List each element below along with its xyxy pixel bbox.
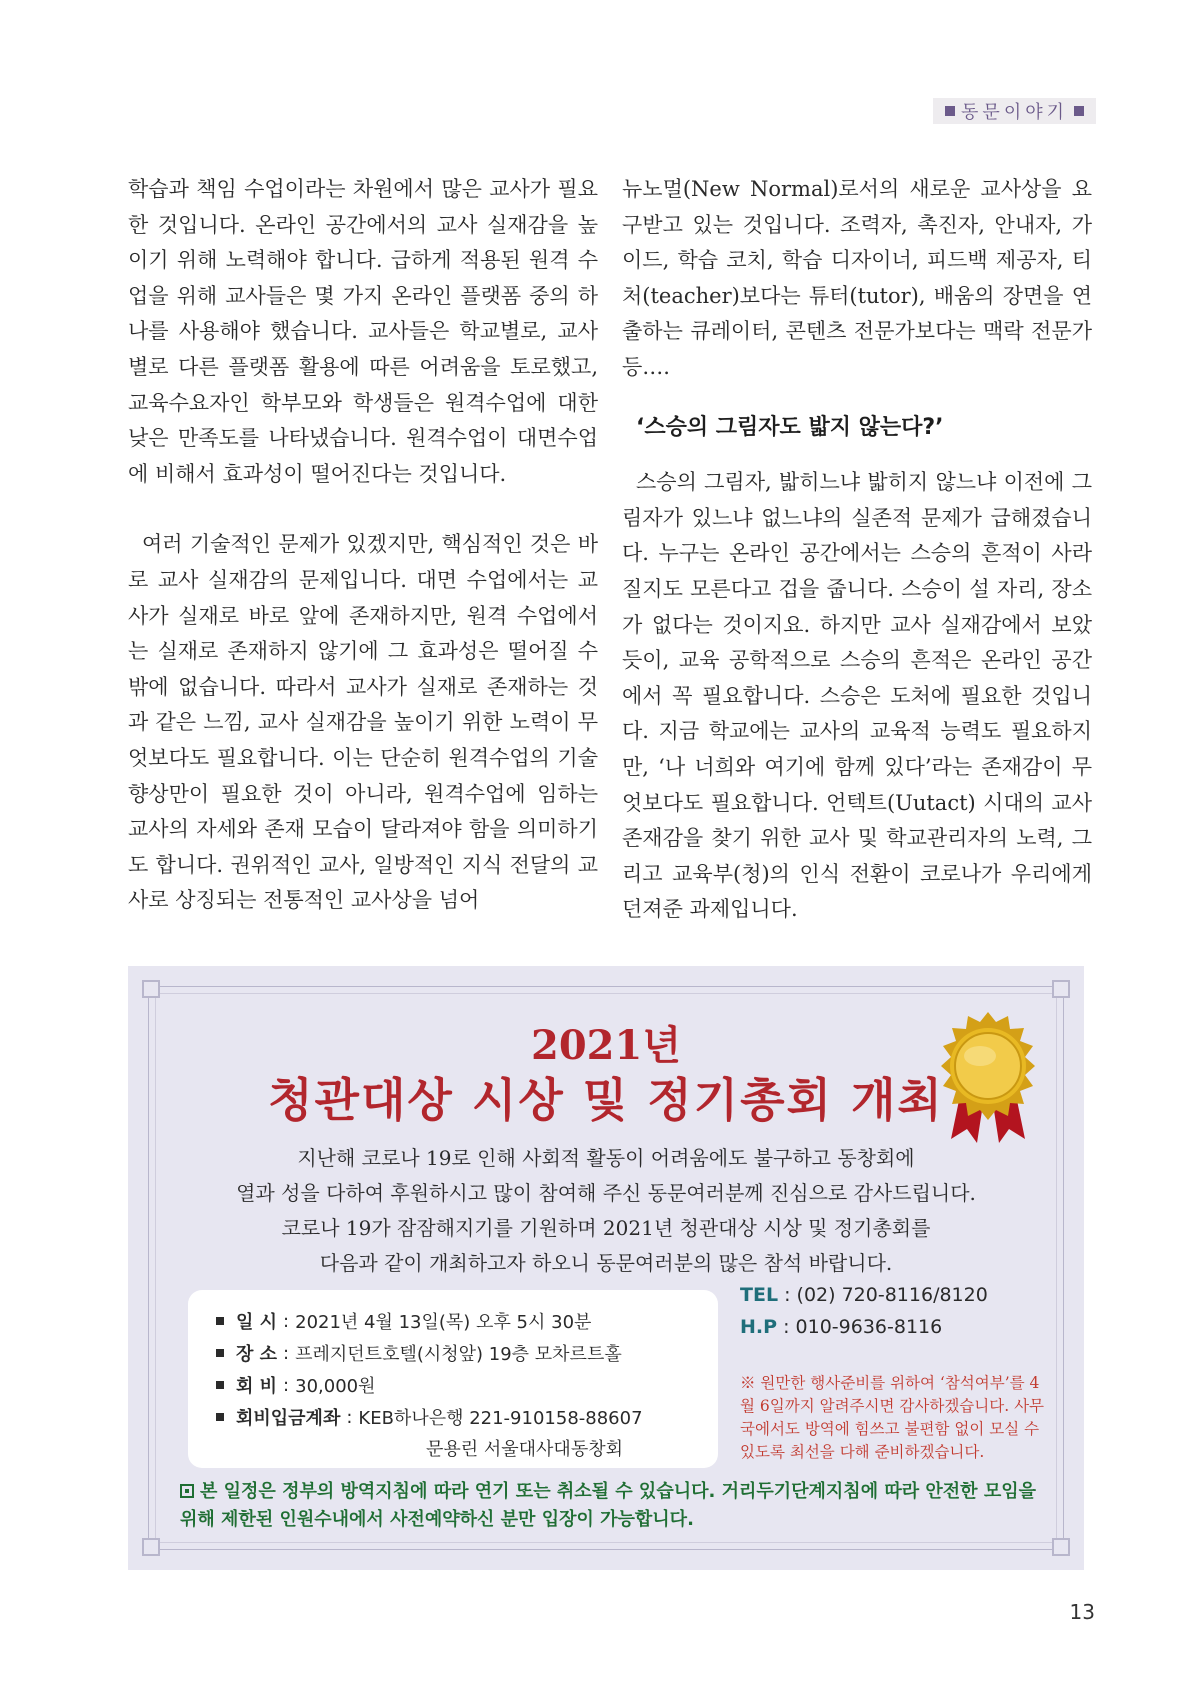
place-row: [216, 1340, 622, 1366]
colon: :: [783, 1316, 796, 1338]
notice-intro: [128, 1141, 1084, 1281]
notice-title: 청관대상 시상 및 정기총회 개최: [268, 1073, 944, 1127]
square-bullet-icon: [945, 106, 955, 116]
fee-row: [216, 1372, 376, 1398]
place-label: 장 소: [236, 1344, 278, 1365]
paragraph: 학습과 책임 수업이라는 차원에서 많은 교사가 필요한 것입니다. 온라인 공간에서의 교사 실재감을 높이기 위해 노력해야 합니다. 급하게 적용된 원격 수업을 위해 교사들은 몇 가지 온라인 플랫폼 중의 하나를 사용해야 했습니다. 교사들은 학교별로, 교사별로 다른 플랫폼 활용에 따른 어려움을 토로했고, 교육수요자인 학부모와 학생들은 원격수업에 대한 낮은 만족도를 나타냈습니다. 원격수업이 대면수업에 비해서 효과성이 떨어진다는 것입니다.: [128, 177, 598, 486]
frame-corner-ornament: [1052, 980, 1070, 998]
fee-label: 회 비: [236, 1376, 278, 1397]
date-value: 2021년 4월 13일(목) 오후 5시 30분: [295, 1312, 592, 1333]
fee-value: 30,000원: [295, 1376, 376, 1397]
colon: :: [283, 1310, 290, 1332]
paragraph: 여러 기술적인 문제가 있겠지만, 핵심적인 것은 바로 교사 실재감의 문제입니다. 대면 수업에서는 교사가 실재로 바로 앞에 존재하지만, 원격 수업에서는 실재로 존재하지 않기에 그 효과성은 떨어질 수밖에 없습니다. 따라서 교사가 실재로 존재하는 것과 같은 느낌, 교사 실재감을 높이기 위한 노력이 무엇보다도 필요합니다. 이는 단순히 원격수업의 기술 향상만이 필요한 것이 아니라, 원격수업에 임하는 교사의 자세와 존재 모습이 달라져야 함을 의미하기도 합니다. 권위적인 교사, 일방적인 지식 전달의 교사로 상징되는 전통적인 교사상을 넘어: [128, 532, 598, 913]
intro-line: 열과 성을 다하여 후원하시고 많이 참여해 주신 동문여러분께 진심으로 감사드립니다.: [236, 1181, 976, 1205]
schedule-note: [180, 1478, 1040, 1534]
colon: :: [283, 1342, 290, 1364]
hp-label: H.P: [740, 1316, 778, 1338]
subheading: ‘스승의 그림자도 밟지 않는다?’: [636, 414, 944, 440]
notice-year: 2021년: [531, 1022, 681, 1069]
event-notice-box: [128, 966, 1084, 1570]
event-details-box: [188, 1290, 718, 1468]
square-bullet-icon: [216, 1413, 224, 1421]
square-bullet-icon: [1074, 106, 1084, 116]
account-holder: 문용린 서울대사대동창회: [426, 1439, 623, 1460]
left-column: [128, 172, 598, 919]
paragraph: 뉴노멀(New Normal)로서의 새로운 교사상을 요구받고 있는 것입니다. 조력자, 촉진자, 안내자, 가이드, 학습 코치, 학습 디자이너, 피드백 제공자, 티처(teacher)보다는 튜터(tutor), 배움의 장면을 연출하는 큐레이터, 콘텐츠 전문가보다는 맥락 전문가 등….: [622, 177, 1092, 379]
colon: :: [784, 1284, 797, 1306]
tel-contact: [740, 1284, 988, 1306]
square-bullet-icon: [216, 1349, 224, 1357]
right-column: [622, 172, 1092, 928]
page-number: 13: [1069, 1600, 1095, 1624]
account-label: 회비입금계좌: [236, 1408, 341, 1429]
account-row: [216, 1404, 643, 1430]
schedule-note-text: 본 일정은 정부의 방역지침에 따라 연기 또는 취소될 수 있습니다. 거리두기단계지침에 따라 안전한 모임을 위해 제한된 인원수내에서 사전예약하신 분만 입장이 가능합니다.: [180, 1481, 1036, 1530]
paragraph: 스승의 그림자, 밟히느냐 밟히지 않느냐 이전에 그림자가 있느냐 없느냐의 실존적 문제가 급해졌습니다. 누구는 온라인 공간에서는 스승의 흔적이 사라질지도 모른다고 겁을 줍니다. 스승이 설 자리, 장소가 없다는 것이지요. 하지만 교사 실재감에서 보았듯이, 교육 공학적으로 스승의 흔적은 온라인 공간에서 꼭 필요합니다. 스승은 도처에 필요한 것입니다. 지금 학교에는 교사의 교육적 능력도 필요하지만, ‘나 너희와 여기에 함께 있다’라는 존재감이 무엇보다도 필요합니다. 언텍트(Uutact) 시대의 교사 존재감을 찾기 위한 교사 및 학교관리자의 노력, 그리고 교육부(청)의 인식 전환이 코로나가 우리에게 던져준 과제입니다.: [622, 470, 1092, 922]
section-tag: [933, 98, 1096, 124]
hp-value: 010-9636-8116: [795, 1316, 943, 1338]
frame-corner-ornament: [142, 1538, 160, 1556]
rsvp-note: ※ 원만한 행사준비를 위하여 ‘참석여부’를 4월 6일까지 알려주시면 감사하겠습니다. 사무국에서도 방역에 힘쓰고 불편함 없이 모실 수 있도록 최선을 다해 준비하겠습니다.: [740, 1374, 1045, 1461]
intro-line: 코로나 19가 잠잠해지기를 기원하며 2021년 청관대상 시상 및 정기총회를: [281, 1216, 931, 1240]
square-bullet-icon: [216, 1381, 224, 1389]
frame-corner-ornament: [142, 980, 160, 998]
date-label: 일 시: [236, 1312, 278, 1333]
colon: :: [283, 1374, 290, 1396]
section-tag-label: 동문이야기: [961, 102, 1068, 123]
gold-medal-icon: [933, 1011, 1043, 1151]
square-bullet-icon: [216, 1317, 224, 1325]
frame-corner-ornament: [1052, 1538, 1070, 1556]
tel-label: TEL: [740, 1284, 779, 1306]
intro-line: 다음과 같이 개최하고자 하오니 동문여러분의 많은 참석 바랍니다.: [319, 1251, 893, 1275]
checkbox-square-icon: [180, 1484, 194, 1498]
colon: :: [346, 1406, 353, 1428]
account-value: KEB하나은행 221-910158-88607: [358, 1408, 643, 1429]
place-value: 프레지던트호텔(시청앞) 19층 모차르트홀: [295, 1344, 622, 1365]
intro-line: 지난해 코로나 19로 인해 사회적 활동이 어려움에도 불구하고 동창회에: [297, 1146, 915, 1170]
date-row: [216, 1308, 591, 1334]
tel-value: (02) 720-8116/8120: [796, 1284, 988, 1306]
hp-contact: [740, 1316, 942, 1338]
